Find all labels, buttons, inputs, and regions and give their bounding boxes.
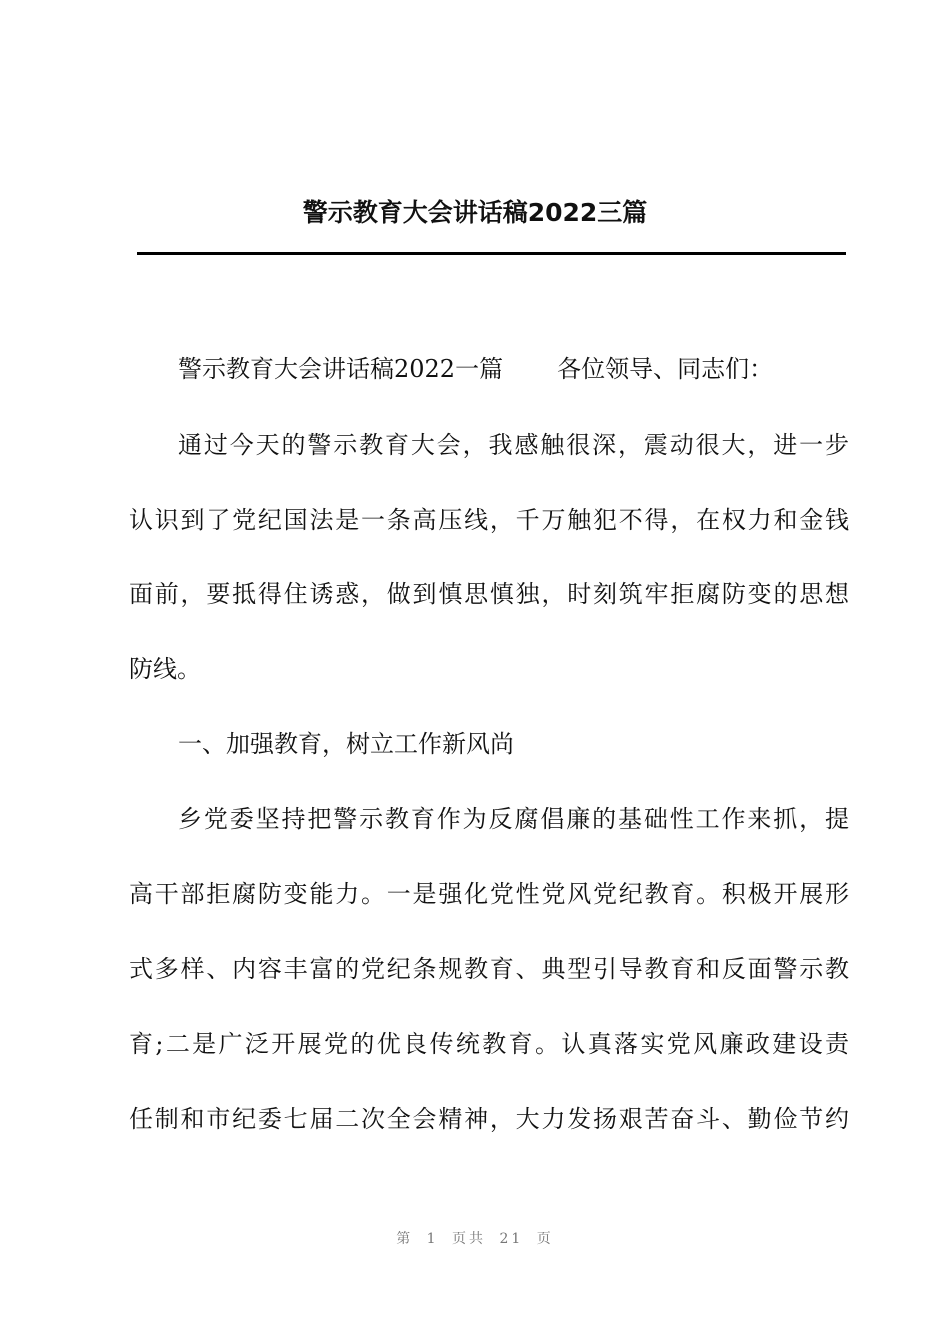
section-heading: 警示教育大会讲话稿2022一篇 [178,355,504,383]
paragraph-line: 认识到了党纪国法是一条高压线，千万触犯不得，在权力和金钱 [129,506,849,534]
paragraph-line: 通过今天的警示教育大会，我感触很深，震动很大，进一步 [178,431,849,459]
paragraph-line: 防线。 [129,655,201,683]
paragraph-line: 任制和市纪委七届二次全会精神，大力发扬艰苦奋斗、勤俭节约 [129,1105,849,1133]
page-footer: 第 1 页共 21 页 [396,1231,554,1247]
salutation: 各位领导、同志们： [557,355,774,383]
subsection-heading: 一、加强教育，树立工作新风尚 [178,730,514,758]
paragraph-line: 面前，要抵得住诱惑，做到慎思慎独，时刻筑牢拒腐防变的思想 [129,580,849,608]
paragraph-line [178,349,849,389]
document-title: 警示教育大会讲话稿2022三篇 [302,198,648,227]
paragraph-line: 育;二是广泛开展党的优良传统教育。认真落实党风廉政建设责 [129,1030,849,1058]
paragraph-line: 高干部拒腐防变能力。一是强化党性党风党纪教育。积极开展形 [129,880,849,908]
paragraph-line: 乡党委坚持把警示教育作为反腐倡廉的基础性工作来抓，提 [178,805,849,833]
paragraph-line: 式多样、内容丰富的党纪条规教育、典型引导教育和反面警示教 [129,955,849,983]
title-underline [137,252,846,255]
